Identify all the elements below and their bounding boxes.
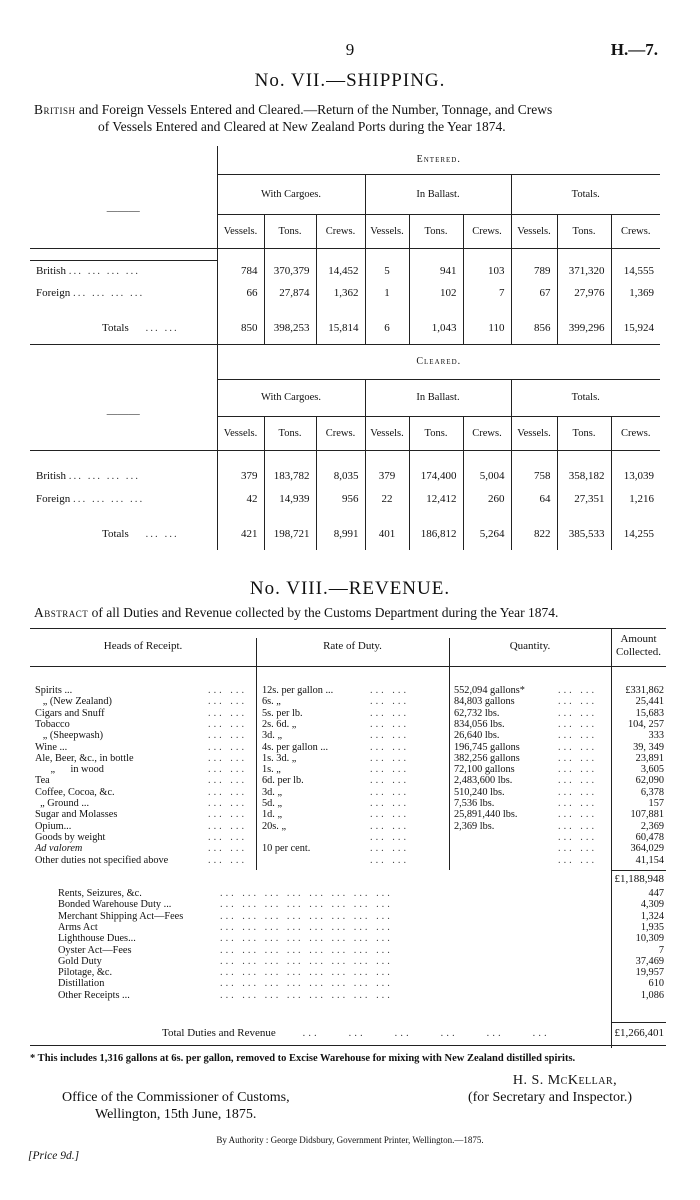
duty-rate: 1s. „	[262, 764, 281, 776]
duty-amount: 333	[648, 730, 664, 742]
duty-head: Sugar and Molasses	[35, 809, 118, 821]
cell: 956	[316, 487, 365, 510]
revenue-title: No. VIII.—REVENUE.	[249, 578, 451, 599]
duty-head: „ in wood	[35, 764, 104, 776]
leader-dots: ... ...	[558, 843, 598, 855]
cell: 822	[511, 524, 557, 544]
cell: 186,812	[409, 524, 463, 544]
table-row	[30, 487, 660, 510]
row-label: British	[36, 469, 66, 482]
duty-quantity: 62,732 lbs.	[454, 707, 500, 719]
duty-rate: 3d. „	[262, 730, 283, 742]
other-receipt-head: Merchant Shipping Act—Fees	[58, 910, 184, 922]
signature-block	[440, 1072, 660, 1106]
other-receipt-amount: 610	[648, 978, 664, 990]
duty-quantity	[454, 843, 554, 854]
duty-rate: 3d. „	[262, 786, 283, 798]
duty-quantity: 552,094 gallons*	[454, 685, 525, 696]
duty-amount: 15,683	[635, 707, 664, 719]
duty-quantity: 25,891,440 lbs.	[454, 809, 518, 821]
leader-dots: ... ...	[370, 718, 410, 730]
cell: 379	[217, 464, 264, 487]
cell: 941	[409, 260, 463, 282]
duty-amount: 62,090	[635, 775, 664, 787]
leader-dots: ... ...	[558, 798, 598, 809]
duty-rate: 2s. 6d. „	[262, 718, 297, 730]
leader-dots: ... ...	[208, 730, 248, 742]
leader-dots: ... ...	[208, 764, 248, 776]
leader-dots: ... ...	[208, 707, 248, 719]
cell: 22	[365, 487, 409, 510]
col-tons: Tons.	[409, 214, 463, 248]
leader-dots: ... ... ... ... ... ... ... ...	[220, 899, 393, 911]
duty-quantity	[454, 832, 554, 843]
leader-dots: ... ... ... ... ... ... ... ...	[220, 967, 393, 979]
cleared-table	[30, 344, 660, 550]
entered-col-with-cargoes: With Cargoes.	[217, 174, 365, 214]
cell: 7	[463, 282, 511, 304]
duty-amount: 41,154	[635, 854, 664, 866]
shipping-intro-line1: and Foreign Vessels Entered and Cleared.—Return of the Number, Tonnage, and Crews	[75, 102, 553, 117]
place-date: Wellington, 15th June, 1875.	[95, 1107, 257, 1122]
col-tons: Tons.	[264, 416, 316, 450]
duty-quantity: 510,240 lbs.	[454, 786, 505, 798]
leader-dots: ... ...	[208, 809, 248, 821]
col-tons: Tons.	[409, 416, 463, 450]
cell: 856	[511, 318, 557, 338]
cell: 5	[365, 260, 409, 282]
entered-col-in-ballast: In Ballast.	[365, 174, 511, 214]
leader-dots: ... ...	[558, 775, 598, 787]
duty-amount: 3,605	[640, 764, 664, 776]
leader-dots: ... ...	[208, 718, 248, 730]
duty-amount: 25,441	[635, 696, 664, 708]
leader-dots: ... ...	[208, 820, 248, 832]
shipping-intro-lead: British	[34, 102, 76, 117]
duty-quantity: 196,745 gallons	[454, 741, 520, 753]
cell: 15,924	[611, 318, 660, 338]
leader-dots: ... ...	[145, 528, 179, 540]
duty-rate: 1d. „	[262, 809, 283, 821]
leader-dots: ... ...	[370, 730, 410, 742]
cell: 1	[365, 282, 409, 304]
totals-label: Totals	[102, 528, 129, 540]
duty-amount: £331,862	[625, 685, 664, 696]
duty-rate	[262, 855, 362, 866]
page-number: 9	[345, 40, 355, 59]
cell: 14,939	[264, 487, 316, 510]
cell: 789	[511, 260, 557, 282]
leader-dots: ... ...	[370, 809, 410, 821]
cell: 103	[463, 260, 511, 282]
leader-dots: ... ...	[370, 764, 410, 776]
duty-rate: 4s. per gallon ...	[262, 741, 329, 753]
duty-quantity: 834,056 lbs.	[454, 718, 505, 730]
leader-dots: ... ...	[370, 752, 410, 764]
totals-row	[30, 318, 660, 338]
duty-amount: 104, 257	[627, 718, 664, 730]
cell: 1,216	[611, 487, 660, 510]
other-receipt-amount: 7	[658, 944, 664, 956]
entered-stub-dash: ———	[106, 204, 140, 217]
leader-dots: ... ... ... ... ... ... ... ...	[220, 944, 393, 956]
other-receipt-amount: 37,469	[635, 955, 664, 967]
leader-dots: ... ...	[558, 730, 598, 742]
leader-dots: ... ...	[558, 741, 598, 753]
revenue-intro-rest: of all Duties and Revenue collected by the Customs Department during the Year 1874.	[88, 605, 559, 620]
leader-dots: ... ...	[208, 685, 248, 696]
leader-dots: ... ...	[370, 831, 410, 843]
cell: 174,400	[409, 464, 463, 487]
leader-dots: ... ... ... ... ... ...	[302, 1027, 550, 1039]
duty-rate: 20s. „	[262, 820, 287, 832]
cell: 14,555	[611, 260, 660, 282]
office-line: Office of the Commissioner of Customs,	[62, 1090, 290, 1105]
totals-row	[30, 524, 660, 544]
leader-dots: ... ... ... ...	[68, 469, 140, 482]
duty-quantity: 72,100 gallons	[454, 764, 515, 776]
leader-dots: ... ... ... ...	[72, 492, 145, 505]
leader-dots: ... ... ... ...	[68, 265, 140, 278]
col-crews: Crews.	[463, 416, 511, 450]
other-receipt-amount: 4,309	[640, 899, 664, 911]
col-amount-collected: Amount Collected.	[616, 633, 661, 658]
cell: 8,991	[316, 524, 365, 544]
duty-amount: 2,369	[640, 820, 664, 832]
price: [Price 9d.]	[28, 1150, 80, 1162]
other-receipt-amount: 1,086	[640, 989, 664, 1001]
cleared-col-totals: Totals.	[511, 379, 660, 416]
cell: 1,362	[316, 282, 365, 304]
cell: 15,814	[316, 318, 365, 338]
leader-dots: ... ...	[208, 798, 248, 809]
duty-head: „ Ground ...	[35, 798, 90, 809]
other-receipt-head: Oyster Act—Fees	[58, 944, 132, 956]
duty-head: Ad valorem	[35, 843, 83, 855]
document-code: H.—7.	[610, 40, 658, 59]
row-label: British	[36, 265, 66, 278]
leader-dots: ... ... ... ... ... ... ... ...	[220, 910, 393, 922]
cell: 8,035	[316, 464, 365, 487]
duty-amount: 23,891	[635, 752, 664, 764]
duty-rate: 5s. per lb.	[262, 707, 303, 719]
entered-col-totals: Totals.	[511, 174, 660, 214]
duty-rate	[262, 832, 362, 843]
duty-quantity: 382,256 gallons	[454, 752, 520, 764]
shipping-intro-line2: of Vessels Entered and Cleared at New Zealand Ports during the Year 1874.	[98, 119, 506, 134]
col-vessels: Vessels.	[217, 214, 264, 248]
shipping-intro	[34, 101, 664, 135]
cleared-header: Cleared.	[217, 344, 660, 379]
leader-dots: ... ... ... ... ... ... ... ...	[220, 933, 393, 945]
table-row	[30, 464, 660, 487]
cell: 385,533	[557, 524, 611, 544]
duty-amount: 157	[648, 798, 664, 809]
cell: 398,253	[264, 318, 316, 338]
cell: 64	[511, 487, 557, 510]
office-block	[62, 1089, 290, 1123]
cell: 784	[217, 260, 264, 282]
cell: 371,320	[557, 260, 611, 282]
leader-dots: ... ...	[370, 741, 410, 753]
revenue-table	[30, 628, 666, 1048]
col-rate-of-duty: Rate of Duty.	[323, 639, 382, 652]
duty-amount: 107,881	[630, 809, 664, 821]
duty-quantity: 2,369 lbs.	[454, 820, 495, 832]
cell: 110	[463, 318, 511, 338]
duty-head: Goods by weight	[35, 831, 106, 843]
other-receipt-amount: 1,324	[640, 910, 664, 922]
entered-header: Entered.	[217, 146, 660, 174]
leader-dots: ... ...	[370, 775, 410, 787]
leader-dots: ... ... ... ... ... ... ... ...	[220, 955, 393, 967]
duty-amount: 364,029	[630, 843, 664, 855]
leader-dots: ... ...	[208, 854, 248, 866]
leader-dots: ... ...	[370, 854, 410, 866]
subtotal-amount: £1,188,948	[614, 873, 664, 885]
cell: 370,379	[264, 260, 316, 282]
duty-head: Cigars and Snuff	[35, 707, 105, 719]
col-quantity: Quantity.	[509, 639, 551, 652]
revenue-intro-lead: Abstract	[34, 605, 89, 620]
leader-dots: ... ... ... ...	[72, 287, 145, 299]
other-receipt-head: Rents, Seizures, &c.	[58, 888, 142, 899]
duty-amount: 39, 349	[633, 741, 664, 753]
col-crews: Crews.	[463, 214, 511, 248]
cell: 27,874	[264, 282, 316, 304]
leader-dots: ... ...	[370, 843, 410, 855]
cell: 379	[365, 464, 409, 487]
cell: 401	[365, 524, 409, 544]
leader-dots: ... ...	[208, 831, 248, 843]
cell: 358,182	[557, 464, 611, 487]
cell: 27,976	[557, 282, 611, 304]
duty-quantity: 7,536 lbs.	[454, 798, 495, 809]
cell: 6	[365, 318, 409, 338]
col-crews: Crews.	[316, 214, 365, 248]
duty-head: „ (New Zealand)	[35, 696, 112, 708]
col-tons: Tons.	[557, 416, 611, 450]
cleared-col-in-ballast: In Ballast.	[365, 379, 511, 416]
other-receipt-head: Arms Act	[58, 921, 98, 933]
leader-dots: ... ...	[558, 764, 598, 776]
col-crews: Crews.	[611, 214, 660, 248]
totals-label: Totals	[102, 322, 129, 334]
cleared-col-with-cargoes: With Cargoes.	[217, 379, 365, 416]
leader-dots: ... ... ... ... ... ... ... ...	[220, 978, 393, 990]
duty-head: Opium...	[35, 820, 72, 832]
cell: 260	[463, 487, 511, 510]
duty-rate: 12s. per gallon ...	[262, 685, 334, 696]
cell: 27,351	[557, 487, 611, 510]
cell: 183,782	[264, 464, 316, 487]
duty-rate: 10 per cent.	[262, 843, 311, 855]
printer-authority: By Authority : George Didsbury, Government Printer, Wellington.—1875.	[216, 1135, 484, 1145]
cell: 5,004	[463, 464, 511, 487]
other-receipt-amount: 447	[648, 888, 664, 899]
entered-table	[30, 146, 660, 344]
leader-dots: ... ... ... ... ... ... ... ...	[220, 888, 393, 899]
other-receipt-head: Gold Duty	[58, 955, 102, 967]
duty-head: Coffee, Cocoa, &c.	[35, 786, 115, 798]
total-label: Total Duties and Revenue	[162, 1027, 276, 1039]
cleared-stub-dash: ———	[106, 408, 140, 421]
leader-dots: ... ...	[558, 696, 598, 708]
duty-quantity: 84,803 gallons	[454, 696, 515, 708]
leader-dots: ... ...	[208, 741, 248, 753]
leader-dots: ... ...	[558, 854, 598, 866]
leader-dots: ... ...	[208, 696, 248, 708]
leader-dots: ... ...	[208, 786, 248, 798]
leader-dots: ... ...	[558, 831, 598, 843]
other-receipt-head: Other Receipts ...	[58, 989, 130, 1001]
leader-dots: ... ... ... ... ... ... ... ...	[220, 989, 393, 1001]
revenue-intro	[34, 604, 664, 621]
duty-head: Wine ...	[35, 741, 68, 753]
duty-quantity	[454, 855, 554, 866]
cell: 421	[217, 524, 264, 544]
duty-amount: 6,378	[640, 786, 664, 798]
duty-head: Other duties not specified above	[35, 854, 169, 866]
total-row	[162, 1028, 550, 1039]
duty-quantity: 26,640 lbs.	[454, 730, 500, 742]
col-vessels: Vessels.	[365, 416, 409, 450]
cell: 102	[409, 282, 463, 304]
duty-head: Ale, Beer, &c., in bottle	[35, 752, 134, 764]
duty-head: Spirits ...	[35, 685, 73, 696]
cell: 5,264	[463, 524, 511, 544]
leader-dots: ... ...	[558, 685, 598, 696]
leader-dots: ... ...	[208, 775, 248, 787]
leader-dots: ... ...	[370, 820, 410, 832]
other-receipt-amount: 1,935	[640, 921, 664, 933]
leader-dots: ... ...	[208, 843, 248, 855]
col-vessels: Vessels.	[217, 416, 264, 450]
leader-dots: ... ...	[558, 718, 598, 730]
cell: 66	[217, 282, 264, 304]
col-tons: Tons.	[264, 214, 316, 248]
col-crews: Crews.	[611, 416, 660, 450]
duty-rate: 6s. „	[262, 696, 281, 708]
duty-amount: 60,478	[635, 831, 664, 843]
leader-dots: ... ...	[370, 696, 410, 708]
duty-rate: 1s. 3d. „	[262, 752, 297, 764]
signatory-role: (for Secretary and Inspector.)	[467, 1090, 633, 1105]
col-vessels: Vessels.	[365, 214, 409, 248]
other-receipt-head: Lighthouse Dues...	[58, 933, 136, 945]
cell: 12,412	[409, 487, 463, 510]
row-label: Foreign	[36, 492, 71, 505]
leader-dots: ... ...	[558, 786, 598, 798]
shipping-title: No. VII.—SHIPPING.	[254, 70, 446, 91]
col-tons: Tons.	[557, 214, 611, 248]
other-receipt-head: Distillation	[58, 978, 105, 990]
cell: 850	[217, 318, 264, 338]
cell: 67	[511, 282, 557, 304]
leader-dots: ... ... ... ... ... ... ... ...	[220, 921, 393, 933]
table-row	[30, 282, 660, 304]
leader-dots: ... ...	[370, 786, 410, 798]
duty-head: „ (Sheepwash)	[35, 730, 104, 742]
duty-head: Tobacco	[35, 718, 70, 730]
col-vessels: Vessels.	[511, 214, 557, 248]
leader-dots: ... ...	[558, 809, 598, 821]
cell: 399,296	[557, 318, 611, 338]
cell: 198,721	[264, 524, 316, 544]
leader-dots: ... ...	[370, 707, 410, 719]
cell: 14,452	[316, 260, 365, 282]
leader-dots: ... ...	[558, 752, 598, 764]
leader-dots: ... ...	[208, 752, 248, 764]
col-crews: Crews.	[316, 416, 365, 450]
cell: 13,039	[611, 464, 660, 487]
footnote: * This includes 1,316 gallons at 6s. per gallon, removed to Excise Warehouse for mixing with New Zealand distilled spirits.	[30, 1053, 576, 1064]
signatory-name: H. S. McKellar,	[512, 1073, 618, 1088]
cell: 14,255	[611, 524, 660, 544]
cell: 1,043	[409, 318, 463, 338]
cell: 1,369	[611, 282, 660, 304]
col-vessels: Vessels.	[511, 416, 557, 450]
duty-rate: 6d. per lb.	[262, 775, 304, 787]
leader-dots: ... ...	[145, 322, 179, 334]
other-receipt-amount: 19,957	[635, 967, 664, 979]
table-row	[30, 260, 660, 282]
col-heads-of-receipt: Heads of Receipt.	[103, 639, 183, 652]
other-receipt-amount: 10,309	[635, 933, 664, 945]
row-label: Foreign	[36, 287, 71, 299]
leader-dots: ... ...	[558, 707, 598, 719]
leader-dots: ... ...	[370, 798, 410, 809]
cell: 758	[511, 464, 557, 487]
cell: 42	[217, 487, 264, 510]
leader-dots: ... ...	[370, 685, 410, 696]
other-receipt-head: Bonded Warehouse Duty ...	[58, 899, 172, 911]
total-amount: £1,266,401	[614, 1027, 664, 1039]
duty-quantity: 2,483,600 lbs.	[454, 775, 513, 787]
duty-head: Tea	[35, 775, 50, 787]
other-receipt-head: Pilotage, &c.	[58, 967, 113, 979]
leader-dots: ... ...	[558, 820, 598, 832]
duty-rate: 5d. „	[262, 798, 283, 809]
